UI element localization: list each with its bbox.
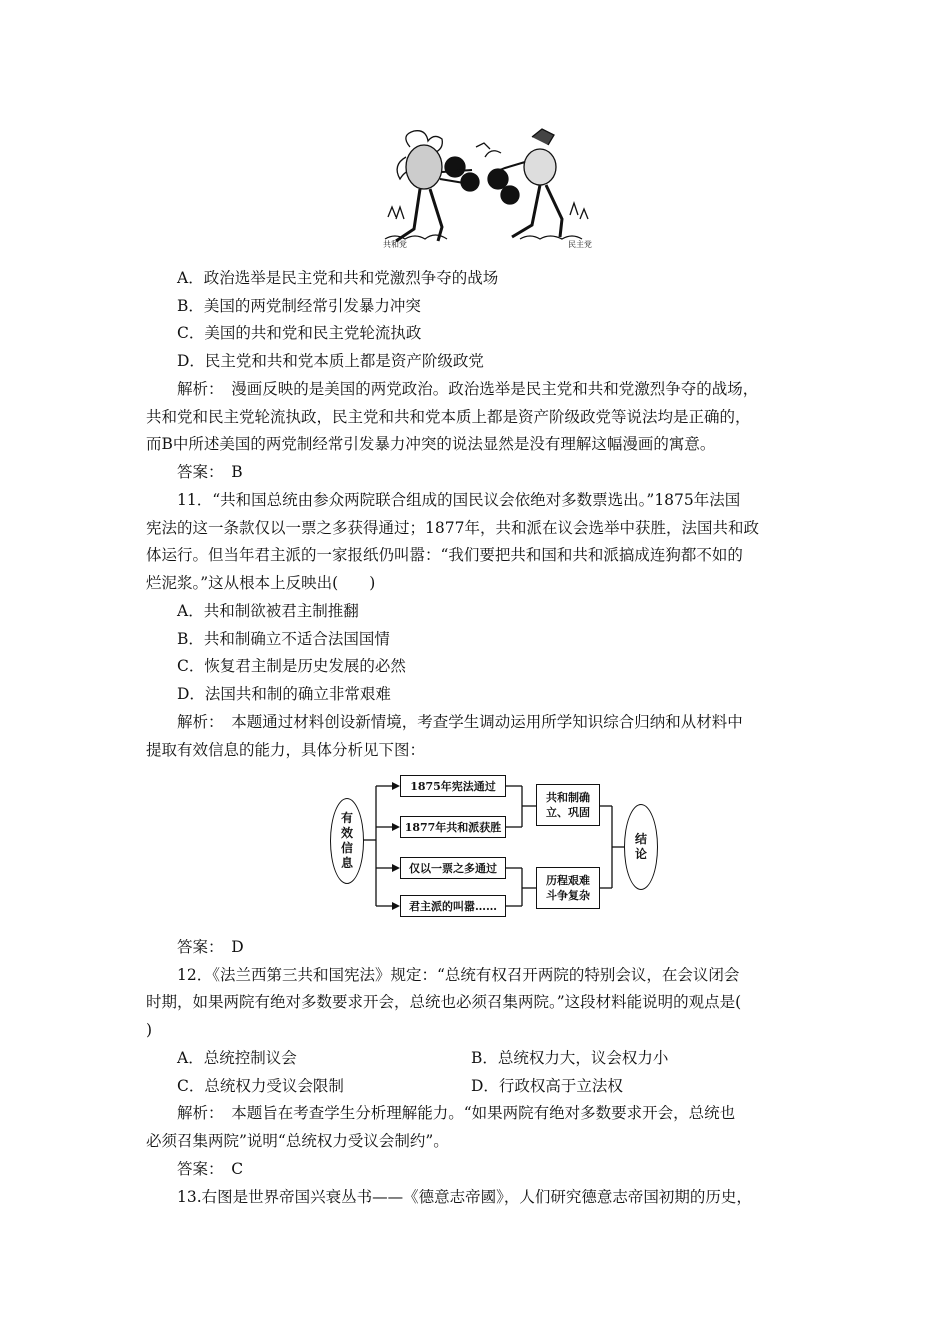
q10-option-d: D．民主党和共和党本质上都是资产阶级政党	[177, 352, 484, 370]
q12-option-c: C．总统权力受议会限制	[177, 1077, 344, 1095]
q10-analysis-line-1: 解析： 漫画反映的是美国的两党政治。政治选举是民主党和共和党激烈争夺的战场，	[177, 380, 759, 398]
caption-democrat: 民主党	[568, 240, 592, 249]
q12-stem-line-1: 12．《法兰西第三共和国宪法》规定：“总统有权召开两院的特别会议，在会议闭会	[177, 966, 740, 984]
diagram-conclusion-bottom	[536, 867, 600, 909]
q11-option-b: B．共和制确立不适合法国国情	[177, 630, 390, 648]
diagram-oval-right-label: 结论	[634, 832, 647, 861]
diagram-oval-left-label: 有效信息	[340, 811, 353, 870]
q11-analysis-line-1: 解析： 本题通过材料创设新情境，考查学生调动运用所学知识综合归纳和从材料中	[177, 713, 743, 731]
q12-stem-line-2: 时期，如果两院有绝对多数要求开会，总统也必须召集两院。”这段材料能说明的观点是(	[146, 993, 742, 1011]
q10-option-c: C．美国的共和党和民主党轮流执政	[177, 324, 422, 342]
q11-stem-line-2: 宪法的这一条款仅以一票之多获得通过；1877年，共和派在议会选举中获胜，法国共和政	[146, 519, 759, 537]
q12-stem-line-3: )	[146, 1021, 153, 1039]
analysis-diagram	[326, 770, 662, 920]
q12-option-b: B．总统权力大，议会权力小	[471, 1049, 669, 1067]
q11-analysis-line-2: 提取有效信息的能力，具体分析见下图：	[146, 741, 426, 759]
q11-option-a: A．共和制欲被君主制推翻	[177, 602, 359, 620]
q11-stem-line-1: 11．“共和国总统由参众两院联合组成的国民议会依绝对多数票选出。”1875年法国	[177, 491, 741, 509]
diagram-fact-3: 仅以一票之多通过	[400, 857, 506, 879]
q11-option-c: C．恢复君主制是历史发展的必然	[177, 657, 406, 675]
diagram-conclusion-top-label: 共和制确立、巩固	[546, 791, 590, 819]
q13-stem-line-1: 13.右图是世界帝国兴衰丛书——《德意志帝國》，人们研究德意志帝国初期的历史，	[177, 1188, 752, 1206]
cartoon-drawing	[380, 127, 600, 252]
q10-answer: 答案： B	[177, 463, 243, 481]
diagram-conclusion-top	[536, 784, 600, 826]
q12-answer: 答案： C	[177, 1160, 244, 1178]
q10-analysis-line-3: 而B中所述美国的两党制经常引发暴力冲突的说法显然是没有理解这幅漫画的寓意。	[146, 435, 716, 453]
q12-analysis-line-2: 必须召集两院”说明“总统权力受议会制约”。	[146, 1132, 449, 1150]
q10-option-a: A．政治选举是民主党和共和党激烈争夺的战场	[177, 269, 499, 287]
diagram-fact-4: 君主派的叫嚣……	[400, 895, 506, 917]
q10-analysis-line-2: 共和党和民主党轮流执政，民主党和共和党本质上都是资产阶级政党等说法均是正确的，	[146, 408, 751, 426]
q12-analysis-line-1: 解析： 本题旨在考查学生分析理解能力。“如果两院有绝对多数要求开会，总统也	[177, 1104, 736, 1122]
q11-answer: 答案： D	[177, 938, 244, 956]
q12-option-d: D．行政权高于立法权	[471, 1077, 623, 1095]
q11-option-d: D．法国共和制的确立非常艰难	[177, 685, 391, 703]
diagram-fact-1: 1875年宪法通过	[400, 775, 506, 797]
diagram-oval-conclusion	[624, 804, 658, 890]
diagram-fact-2: 1877年共和派获胜	[400, 816, 506, 838]
q10-option-b: B．美国的两党制经常引发暴力冲突	[177, 297, 421, 315]
q11-stem-line-3: 体运行。但当年君主派的一家报纸仍叫嚣：“我们要把共和国和共和派搞成连狗都不如的	[146, 546, 743, 564]
political-cartoon	[380, 127, 600, 252]
diagram-oval-valid-info	[330, 798, 364, 884]
diagram-conclusion-bottom-label: 历程艰难斗争复杂	[546, 874, 590, 902]
q12-option-a: A．总统控制议会	[177, 1049, 297, 1067]
caption-republican: 共和党	[383, 240, 407, 249]
q11-stem-line-4: 烂泥浆。”这从根本上反映出( )	[146, 574, 376, 592]
